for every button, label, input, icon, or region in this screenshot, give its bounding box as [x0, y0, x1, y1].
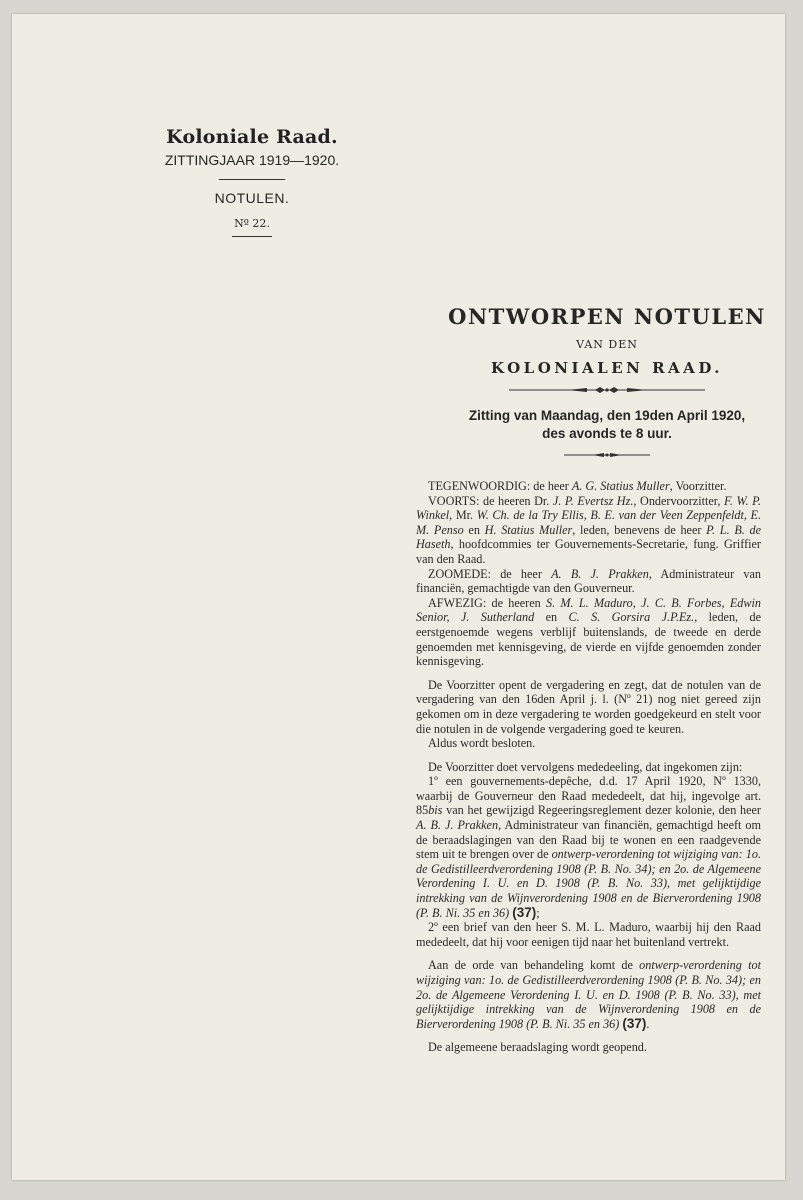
paragraph-announcement: De Voorzitter doet vervolgens mededeeling, dat ingekomen zijn:	[428, 759, 743, 774]
minutes-body	[416, 479, 761, 1055]
attendance-afwezig: AFWEZIG: de heeren S. M. L. Maduro, J. C. B. Forbes, Edwin Senior, J. Sutherland en C. S. Gorsira J.P.Ez., leden, de eerstgenoemde wegens verblijf buitenslands, de tweede en derde genoemden met kennisgeving, de vierde en vijfde genoemden zonder kennisgeving.	[416, 595, 761, 669]
notulen-number: Nº 22.	[234, 217, 270, 230]
attendance-voorts: VOORTS: de heeren Dr. J. P. Evertsz Hz., Ondervoorzitter, F. W. P. Winkel, Mr. W. Ch. de la Try Ellis, B. E. van der Veen Zeppenfeldt, E. M. Penso en H. Statius Muller, leden, benevens de heer P. L. B. de Haseth, hoofdcommies ter Gouvernements-Secretarie, fung. Griffier van den Raad.	[416, 493, 762, 566]
session-date	[422, 407, 792, 443]
divider	[232, 236, 272, 237]
paragraph-item-2: 2º een brief van den heer S. M. L. Maduro, waarbij hij den Raad mededeelt, dat hij voor eenigen tijd naar het buitenland vertrekt.	[416, 920, 761, 949]
paragraph-item-1: 1º een gouvernements-depêche, d.d. 17 April 1920, Nº 1330, waarbij de Gouverneur den Raad mededeelt, dat hij, ingevolge art. 85bis van het gewijzigd Regeeringsreglement dezer kolonie, den heer A. B. J. Prakken, Administrateur van financiën, gemachtigd heeft om de beraadslagingen van den Raad bij te wonen en een raadgevende stem uit te brengen over de ontwerp-verordening tot wijziging van: 1o. de Gedistilleerdverordening 1908 (P. B. No. 34); en 2o. de Algemeene Verordening I. U. en D. 1908 (P. B. No. 33), met gelijktijdige intrekking van de Wijnverordening 1908 en de Bierverordening 1908 (P. B. Ni. 35 en 36) (37);	[416, 774, 762, 920]
paragraph-opening: De Voorzitter opent de vergadering en zegt, dat de notulen van de vergadering van den 16den April j. l. (Nº 21) nog niet gereed zijn gekomen om in deze vergadering te worden goedgekeurd en stelt voor die notulen in de volgende vergadering goed te keuren.	[416, 677, 761, 736]
paragraph-deliberation: De algemeene beraadslaging wordt geopend.	[428, 1040, 647, 1055]
attendance-zoomede: ZOOMEDE: de heer A. B. J. Prakken, Administrateur van financiën, gemachtigde van den Gouverneur.	[416, 566, 762, 596]
divider	[219, 179, 285, 180]
document-page	[12, 14, 785, 1180]
session-date-line1: Zitting van Maandag, den 19den April 1920,	[468, 408, 746, 423]
ornament-divider-small	[562, 451, 652, 459]
attendance-tegenwoordig: TEGENWOORDIG: de heer A. G. Statius Muller, Voorzitter.	[428, 479, 727, 493]
title-raad: KOLONIALEN RAAD.	[490, 359, 724, 377]
title-block	[422, 304, 792, 459]
paragraph-decision: Aldus wordt besloten.	[428, 736, 536, 751]
session-year: ZITTINGJAAR 1919—1920.	[164, 152, 340, 168]
ornament-divider	[507, 385, 707, 395]
title-van-den: VAN DEN	[576, 338, 638, 351]
page-title: ONTWORPEN NOTULEN	[448, 304, 766, 329]
left-header	[142, 126, 362, 237]
notulen-label: NOTULEN.	[214, 190, 290, 206]
session-date-line2: des avonds te 8 uur.	[542, 426, 672, 441]
paragraph-agenda: Aan de orde van behandeling komt de ontwerp-verordening tot wijziging van: 1o. de Gedistilleerdverordening 1908 (P. B. No. 34); en 2o. de Algemeene Verordening I. U. en D. 1908 (P. B. No. 33), met gelijktijdige intrekking van de Wijnverordening 1908 en de Bierverordening 1908 (P. B. Ni. 35 en 36) (37).	[416, 958, 761, 1031]
council-name: Koloniale Raad.	[166, 126, 338, 148]
